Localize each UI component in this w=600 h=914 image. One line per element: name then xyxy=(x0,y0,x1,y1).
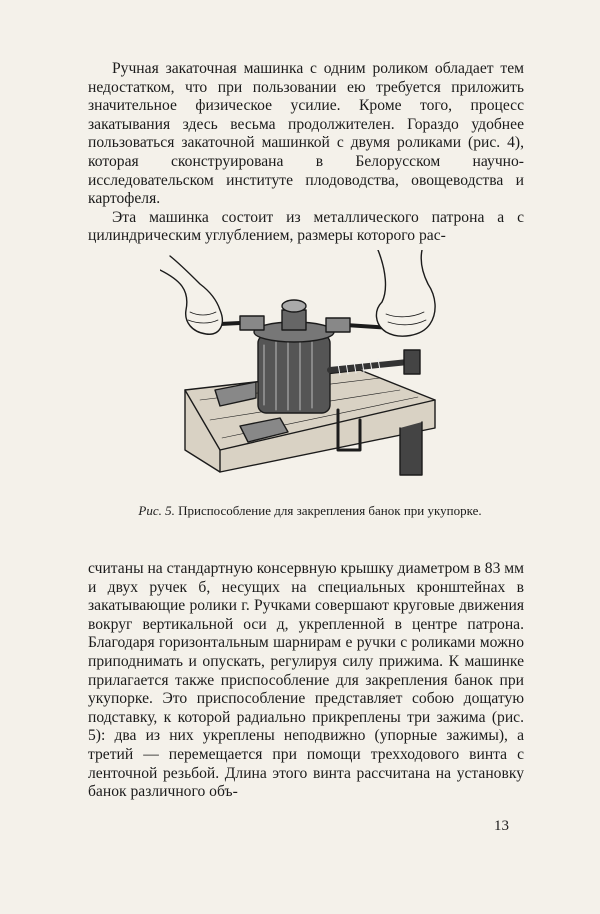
figure-illustration xyxy=(160,250,470,500)
paragraph-3: считаны на стандартную консервную крышку диаметром в 83 мм и двух ручек б, несущих на специальных кронштейнах в закатывающие ролики г. Ручками совершают круговые движения вокруг вертикальной оси д, укрепленной в центре патрона. Благодаря горизонтальным шарнирам е ручки с роликами можно приподнимать и опускать, регулируя силу прижима. К машинке прилагается также приспособление для закрепления банок при укупорке. Это приспособление представляет собою дощатую подставку, к которой радиально прикреплены три зажима (рис. 5): два из них укреплены неподвижно (упорные зажимы), а третий — перемещается при помощи трехходового винта с ленточной резьбой. Длина этого винта рассчитана на установку банок различного объ- xyxy=(88,560,525,801)
hand-right xyxy=(376,250,435,336)
hand-left xyxy=(160,256,222,334)
caption-label: Рис. 5. xyxy=(138,503,175,518)
caption-text: Приспособление для закрепления банок при укупорке. xyxy=(178,503,482,518)
text-block-top xyxy=(88,60,524,246)
screw xyxy=(330,362,408,370)
page-number: 13 xyxy=(494,818,509,834)
text-block-bottom xyxy=(88,560,524,802)
paragraph-2: Эта машинка состоит из металлического патрона а с цилиндрическим углублением, размеры которого рас- xyxy=(88,208,524,245)
paragraph-1: Ручная закаточная машинка с одним роликом обладает тем недостатком, что при пользовании ею требуется приложить значительное физическое усилие. Кроме того, процесс закатывания здесь весьма продолжителен. Гораздо удобнее пользоваться закаточной машинкой с двумя роликами (рис. 4), которая сконструирована в Белорусском научно-исследовательском институте плодоводства, овощеводства и картофеля. xyxy=(88,60,524,208)
knob xyxy=(282,300,306,312)
figure-caption xyxy=(120,503,500,519)
jar xyxy=(258,335,330,413)
